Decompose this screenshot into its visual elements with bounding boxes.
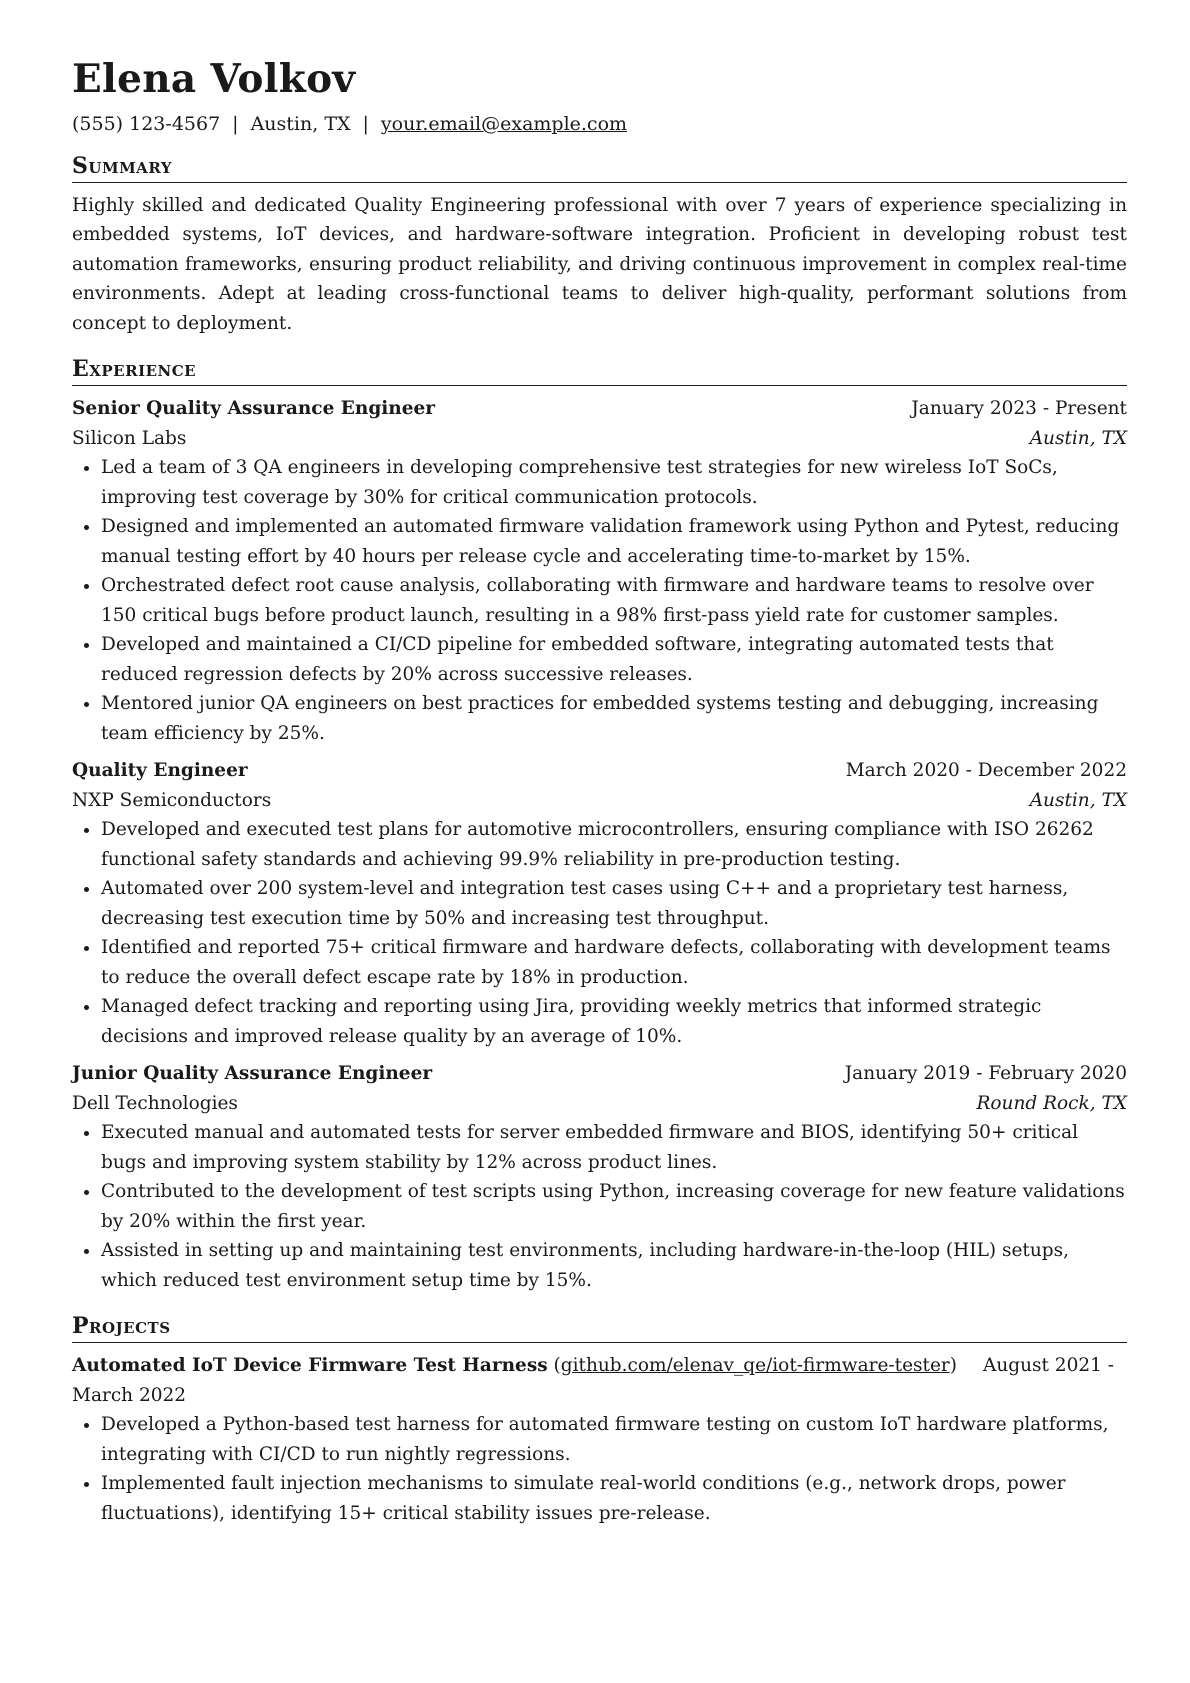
- list-item: • Managed defect tracking and reporting using Jira, providing weekly metrics that informed strategic decisions and improved release quality by an average of 10%.: [101, 992, 1127, 1051]
- project-title: Automated IoT Device Firmware Test Harness: [72, 1355, 548, 1377]
- list-item: • Automated over 200 system-level and integration test cases using C++ and a proprietary test harness, decreasing test execution time by 50% and increasing test throughput.: [101, 874, 1127, 933]
- email-link[interactable]: your.email@example.com: [380, 112, 628, 135]
- job-dates: January 2023 - Present: [911, 398, 1127, 420]
- job-bullets: [72, 1118, 1127, 1295]
- resume-page: [72, 58, 1127, 1528]
- company-name: Silicon Labs: [72, 427, 187, 449]
- contact-line: [72, 113, 1127, 135]
- list-item: • Contributed to the development of test scripts using Python, increasing coverage for new feature validations by 20% within the first year.: [101, 1177, 1127, 1236]
- phone-number: (555) 123-4567: [72, 112, 221, 135]
- job-bullets: [72, 453, 1127, 748]
- list-item: • Identified and reported 75+ critical firmware and hardware defects, collaborating with development teams to reduce the overall defect escape rate by 18% in production.: [101, 933, 1127, 992]
- company-name: NXP Semiconductors: [72, 789, 272, 811]
- job-dates: January 2019 - February 2020: [844, 1063, 1127, 1085]
- project-link[interactable]: github.com/elenav_qe/iot-firmware-tester: [560, 1355, 950, 1377]
- job-location: Austin, TX: [1029, 789, 1127, 811]
- summary-text: Highly skilled and dedicated Quality Engineering professional with over 7 years of experience specializing in embedded systems, IoT devices, and hardware-software integration. Proficient in developing robust test automation frameworks, ensuring product reliability, and driving continuous improvement in complex real-time environments. Adept at leading cross-functional teams to deliver high-quality, performant solutions from concept to deployment.: [72, 194, 1127, 334]
- job-entry: [72, 1059, 1127, 1295]
- list-item: • Mentored junior QA engineers on best practices for embedded systems testing and debugging, increasing team efficiency by 25%.: [101, 689, 1127, 748]
- section-title-projects: Projects: [72, 1313, 1127, 1343]
- job-bullets: [72, 815, 1127, 1051]
- location-text: Austin, TX: [250, 112, 351, 135]
- project-entry: Automated IoT Device Firmware Test Harness (github.com/elenav_qe/iot-firmware-tester) August 2021 - March 2022 • Developed a Python-based test harness for automated firmware testing on custom IoT hardware platforms, integrating with CI/CD to run nightly regressions. • Implemented fault injection mechanisms to simulate real-world conditions (e.g., network drops, power fluctuations), identifying 15+ critical stability issues pre-release.: [72, 1351, 1127, 1528]
- job-dates: March 2020 - December 2022: [845, 760, 1127, 782]
- list-item: • Assisted in setting up and maintaining test environments, including hardware-in-the-loop (HIL) setups, which reduced test environment setup time by 15%.: [101, 1236, 1127, 1295]
- section-title-experience: Experience: [72, 356, 1127, 386]
- job-title: Quality Engineer: [72, 760, 248, 782]
- list-item: • Implemented fault injection mechanisms to simulate real-world conditions (e.g., network drops, power fluctuations), identifying 15+ critical stability issues pre-release.: [101, 1469, 1127, 1528]
- list-item: • Designed and implemented an automated firmware validation framework using Python and Pytest, reducing manual testing effort by 40 hours per release cycle and accelerating time-to-market by 15%.: [101, 512, 1127, 571]
- job-entry: [72, 756, 1127, 1051]
- company-name: Dell Technologies: [72, 1092, 238, 1114]
- job-location: Round Rock, TX: [976, 1092, 1127, 1114]
- list-item: • Developed a Python-based test harness for automated firmware testing on custom IoT hardware platforms, integrating with CI/CD to run nightly regressions.: [101, 1410, 1127, 1469]
- list-item: • Executed manual and automated tests for server embedded firmware and BIOS, identifying 50+ critical bugs and improving system stability by 12% across product lines.: [101, 1118, 1127, 1177]
- job-title: Senior Quality Assurance Engineer: [72, 398, 436, 420]
- section-title-summary: Summary: [72, 153, 1127, 183]
- project-dates: August 2021 - March 2022: [72, 1355, 1115, 1406]
- list-item: • Developed and executed test plans for automotive microcontrollers, ensuring compliance with ISO 26262 functional safety standards and achieving 99.9% reliability in pre-production testing.: [101, 815, 1127, 874]
- candidate-name: Elena Volkov: [72, 56, 356, 102]
- list-item: • Orchestrated defect root cause analysis, collaborating with firmware and hardware teams to resolve over 150 critical bugs before product launch, resulting in a 98% first-pass yield rate for customer samples.: [101, 571, 1127, 630]
- job-entry: [72, 394, 1127, 748]
- contact-separator: |: [232, 112, 239, 135]
- list-item: • Led a team of 3 QA engineers in developing comprehensive test strategies for new wireless IoT SoCs, improving test coverage by 30% for critical communication protocols.: [101, 453, 1127, 512]
- list-item: • Developed and maintained a CI/CD pipeline for embedded software, integrating automated tests that reduced regression defects by 20% across successive releases.: [101, 630, 1127, 689]
- contact-separator: |: [362, 112, 369, 135]
- job-title: Junior Quality Assurance Engineer: [72, 1063, 433, 1085]
- project-bullets: [72, 1410, 1127, 1528]
- job-location: Austin, TX: [1029, 427, 1127, 449]
